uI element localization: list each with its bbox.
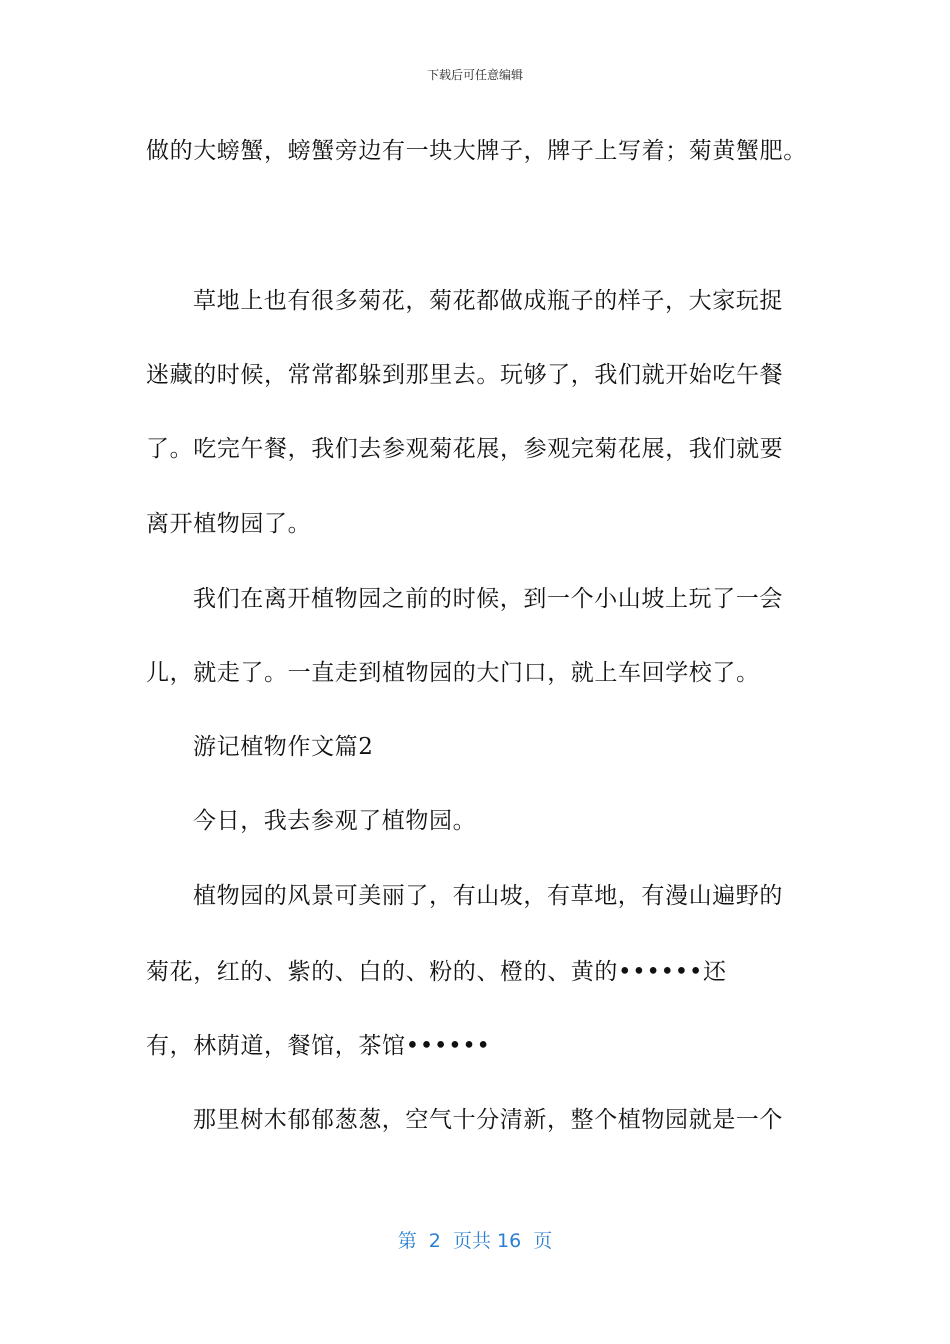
body-line-12: 有，林荫道，餐馆，茶馆•••••• bbox=[146, 1033, 491, 1059]
body-line-13: 那里树木郁郁葱葱，空气十分清新，整个植物园就是一个 bbox=[193, 1107, 783, 1133]
body-line-6: 我们在离开植物园之前的时候，到一个小山坡上玩了一会 bbox=[193, 586, 783, 612]
body-line-1: 做的大螃蟹，螃蟹旁边有一块大牌子，牌子上写着；菊黄蟹肥。 bbox=[146, 138, 807, 164]
body-line-9: 今日，我去参观了植物园。 bbox=[193, 808, 477, 834]
body-line-4: 了。吃完午餐，我们去参观菊花展，参观完菊花展，我们就要 bbox=[146, 436, 784, 462]
body-line-11: 菊花，红的、紫的、白的、粉的、橙的、黄的••••••还 bbox=[146, 959, 727, 985]
body-line-3: 迷藏的时候，常常都躲到那里去。玩够了，我们就开始吃午餐 bbox=[146, 362, 784, 388]
page-footer: 第 2 页共 16 页 bbox=[397, 1230, 553, 1252]
body-line-10: 植物园的风景可美丽了，有山坡，有草地，有漫山遍野的 bbox=[193, 883, 783, 909]
page-header: 下载后可任意编辑 bbox=[426, 68, 523, 82]
body-line-7: 儿，就走了。一直走到植物园的大门口，就上车回学校了。 bbox=[146, 660, 760, 686]
body-line-2: 草地上也有很多菊花，菊花都做成瓶子的样子，大家玩捉 bbox=[193, 288, 783, 314]
section-heading: 游记植物作文篇2 bbox=[193, 734, 374, 760]
body-line-5: 离开植物园了。 bbox=[146, 511, 312, 537]
